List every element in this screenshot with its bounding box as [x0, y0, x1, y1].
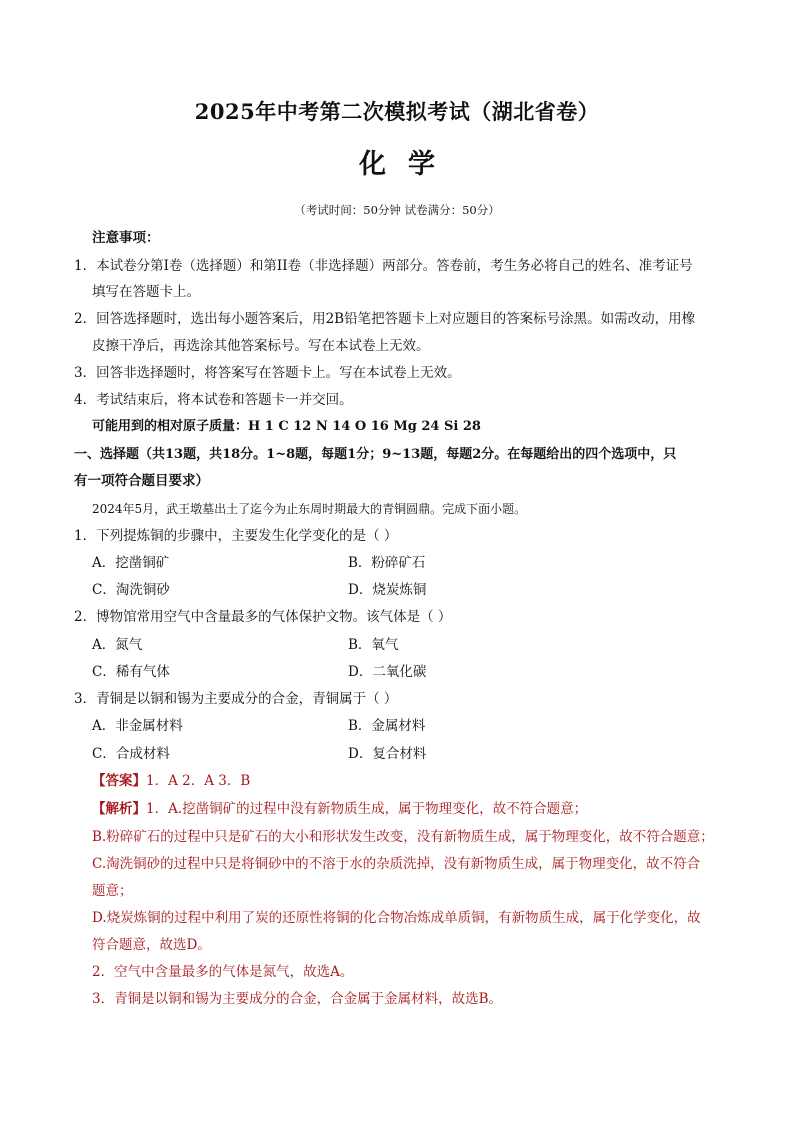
notice-item-2-cont: 皮擦干净后，再选涂其他答案标号。写在本试卷上无效。 — [92, 338, 430, 354]
explanation-line-4: D.烧炭炼铜的过程中利用了炭的还原性将铜的化合物冶炼成单质铜，有新物质生成，属于化学变化，故 — [92, 910, 701, 926]
section-heading-cont: 有一项符合题目要求） — [74, 473, 209, 489]
answer-text: 1．A 2．A 3．B — [146, 773, 251, 789]
notice-item-3: 3．回答非选择题时，将答案写在答题卡上。写在本试卷上无效。 — [74, 365, 461, 381]
question-1-option-c: C．淘洗铜砂 — [92, 582, 170, 598]
answer-line — [92, 772, 250, 790]
notice-heading: 注意事项： — [92, 230, 160, 246]
question-1-stem: 1．下列提炼铜的步骤中，主要发生化学变化的是（ ） — [74, 528, 398, 544]
question-2-option-a: A．氮气 — [92, 637, 143, 653]
atomic-masses: 可能用到的相对原子质量：H 1 C 12 N 14 O 16 Mg 24 Si 28 — [92, 419, 481, 434]
explanation-line-6: 3．青铜是以铜和锡为主要成分的合金，合金属于金属材料，故选B。 — [92, 991, 503, 1007]
question-2-option-c: C．稀有气体 — [92, 664, 170, 680]
section-heading: 一、选择题（共13题，共18分。1~8题，每题1分；9~13题，每题2分。在每题给出的四个选项中，只 — [74, 447, 677, 462]
explanation-line-5: 2．空气中含量最多的气体是氮气，故选A。 — [92, 964, 354, 980]
question-3-option-d: D．复合材料 — [348, 746, 427, 762]
exam-title: 2025年中考第二次模拟考试（湖北省卷） — [194, 99, 600, 124]
exam-time-score: （考试时间：50分钟 试卷满分：50分） — [294, 203, 500, 217]
explanation-label: 【解析】 — [92, 801, 146, 817]
question-3-stem: 3．青铜是以铜和锡为主要成分的合金，青铜属于（ ） — [74, 691, 398, 707]
answer-label: 【答案】 — [92, 773, 146, 789]
explanation-line-1 — [92, 800, 587, 818]
question-3-option-a: A．非金属材料 — [92, 718, 183, 734]
question-3-option-c: C．合成材料 — [92, 746, 170, 762]
explanation-text-1: 1．A.挖凿铜矿的过程中没有新物质生成，属于物理变化，故不符合题意； — [146, 801, 588, 817]
question-1-option-b: B．粉碎矿石 — [348, 555, 426, 571]
explanation-line-2: B.粉碎矿石的过程中只是矿石的大小和形状发生改变，没有新物质生成，属于物理变化，故不符合题意； — [92, 829, 714, 845]
explanation-line-3: C.淘洗铜砂的过程中只是将铜砂中的不溶于水的杂质洗掉，没有新物质生成，属于物理变化，故不符合 — [92, 856, 701, 872]
notice-item-1-cont: 填写在答题卡上。 — [92, 284, 200, 300]
question-2-stem: 2．博物馆常用空气中含量最多的气体保护文物。该气体是（ ） — [74, 609, 452, 625]
explanation-line-4-cont: 符合题意，故选D。 — [92, 937, 211, 953]
question-3-option-b: B．金属材料 — [348, 718, 426, 734]
subject-title: 化学 — [359, 149, 457, 180]
question-1-option-a: A．挖凿铜矿 — [92, 555, 170, 571]
notice-item-2: 2．回答选择题时，选出每小题答案后，用2B铅笔把答题卡上对应题目的答案标号涂黑。如需改动，用橡 — [74, 311, 696, 327]
question-2-option-d: D．二氧化碳 — [348, 664, 427, 680]
explanation-line-3-cont: 题意； — [92, 883, 133, 899]
question-1-option-d: D．烧炭炼铜 — [348, 582, 427, 598]
question-intro: 2024年5月，武王墩墓出土了迄今为止东周时期最大的青铜圆鼎。完成下面小题。 — [92, 502, 527, 516]
notice-item-1: 1．本试卷分第Ⅰ卷（选择题）和第II卷（非选择题）两部分。答卷前，考生务必将自己的姓名、准考证号 — [74, 258, 693, 274]
question-2-option-b: B．氧气 — [348, 637, 399, 653]
notice-item-4: 4．考试结束后，将本试卷和答题卡一并交回。 — [74, 392, 353, 408]
